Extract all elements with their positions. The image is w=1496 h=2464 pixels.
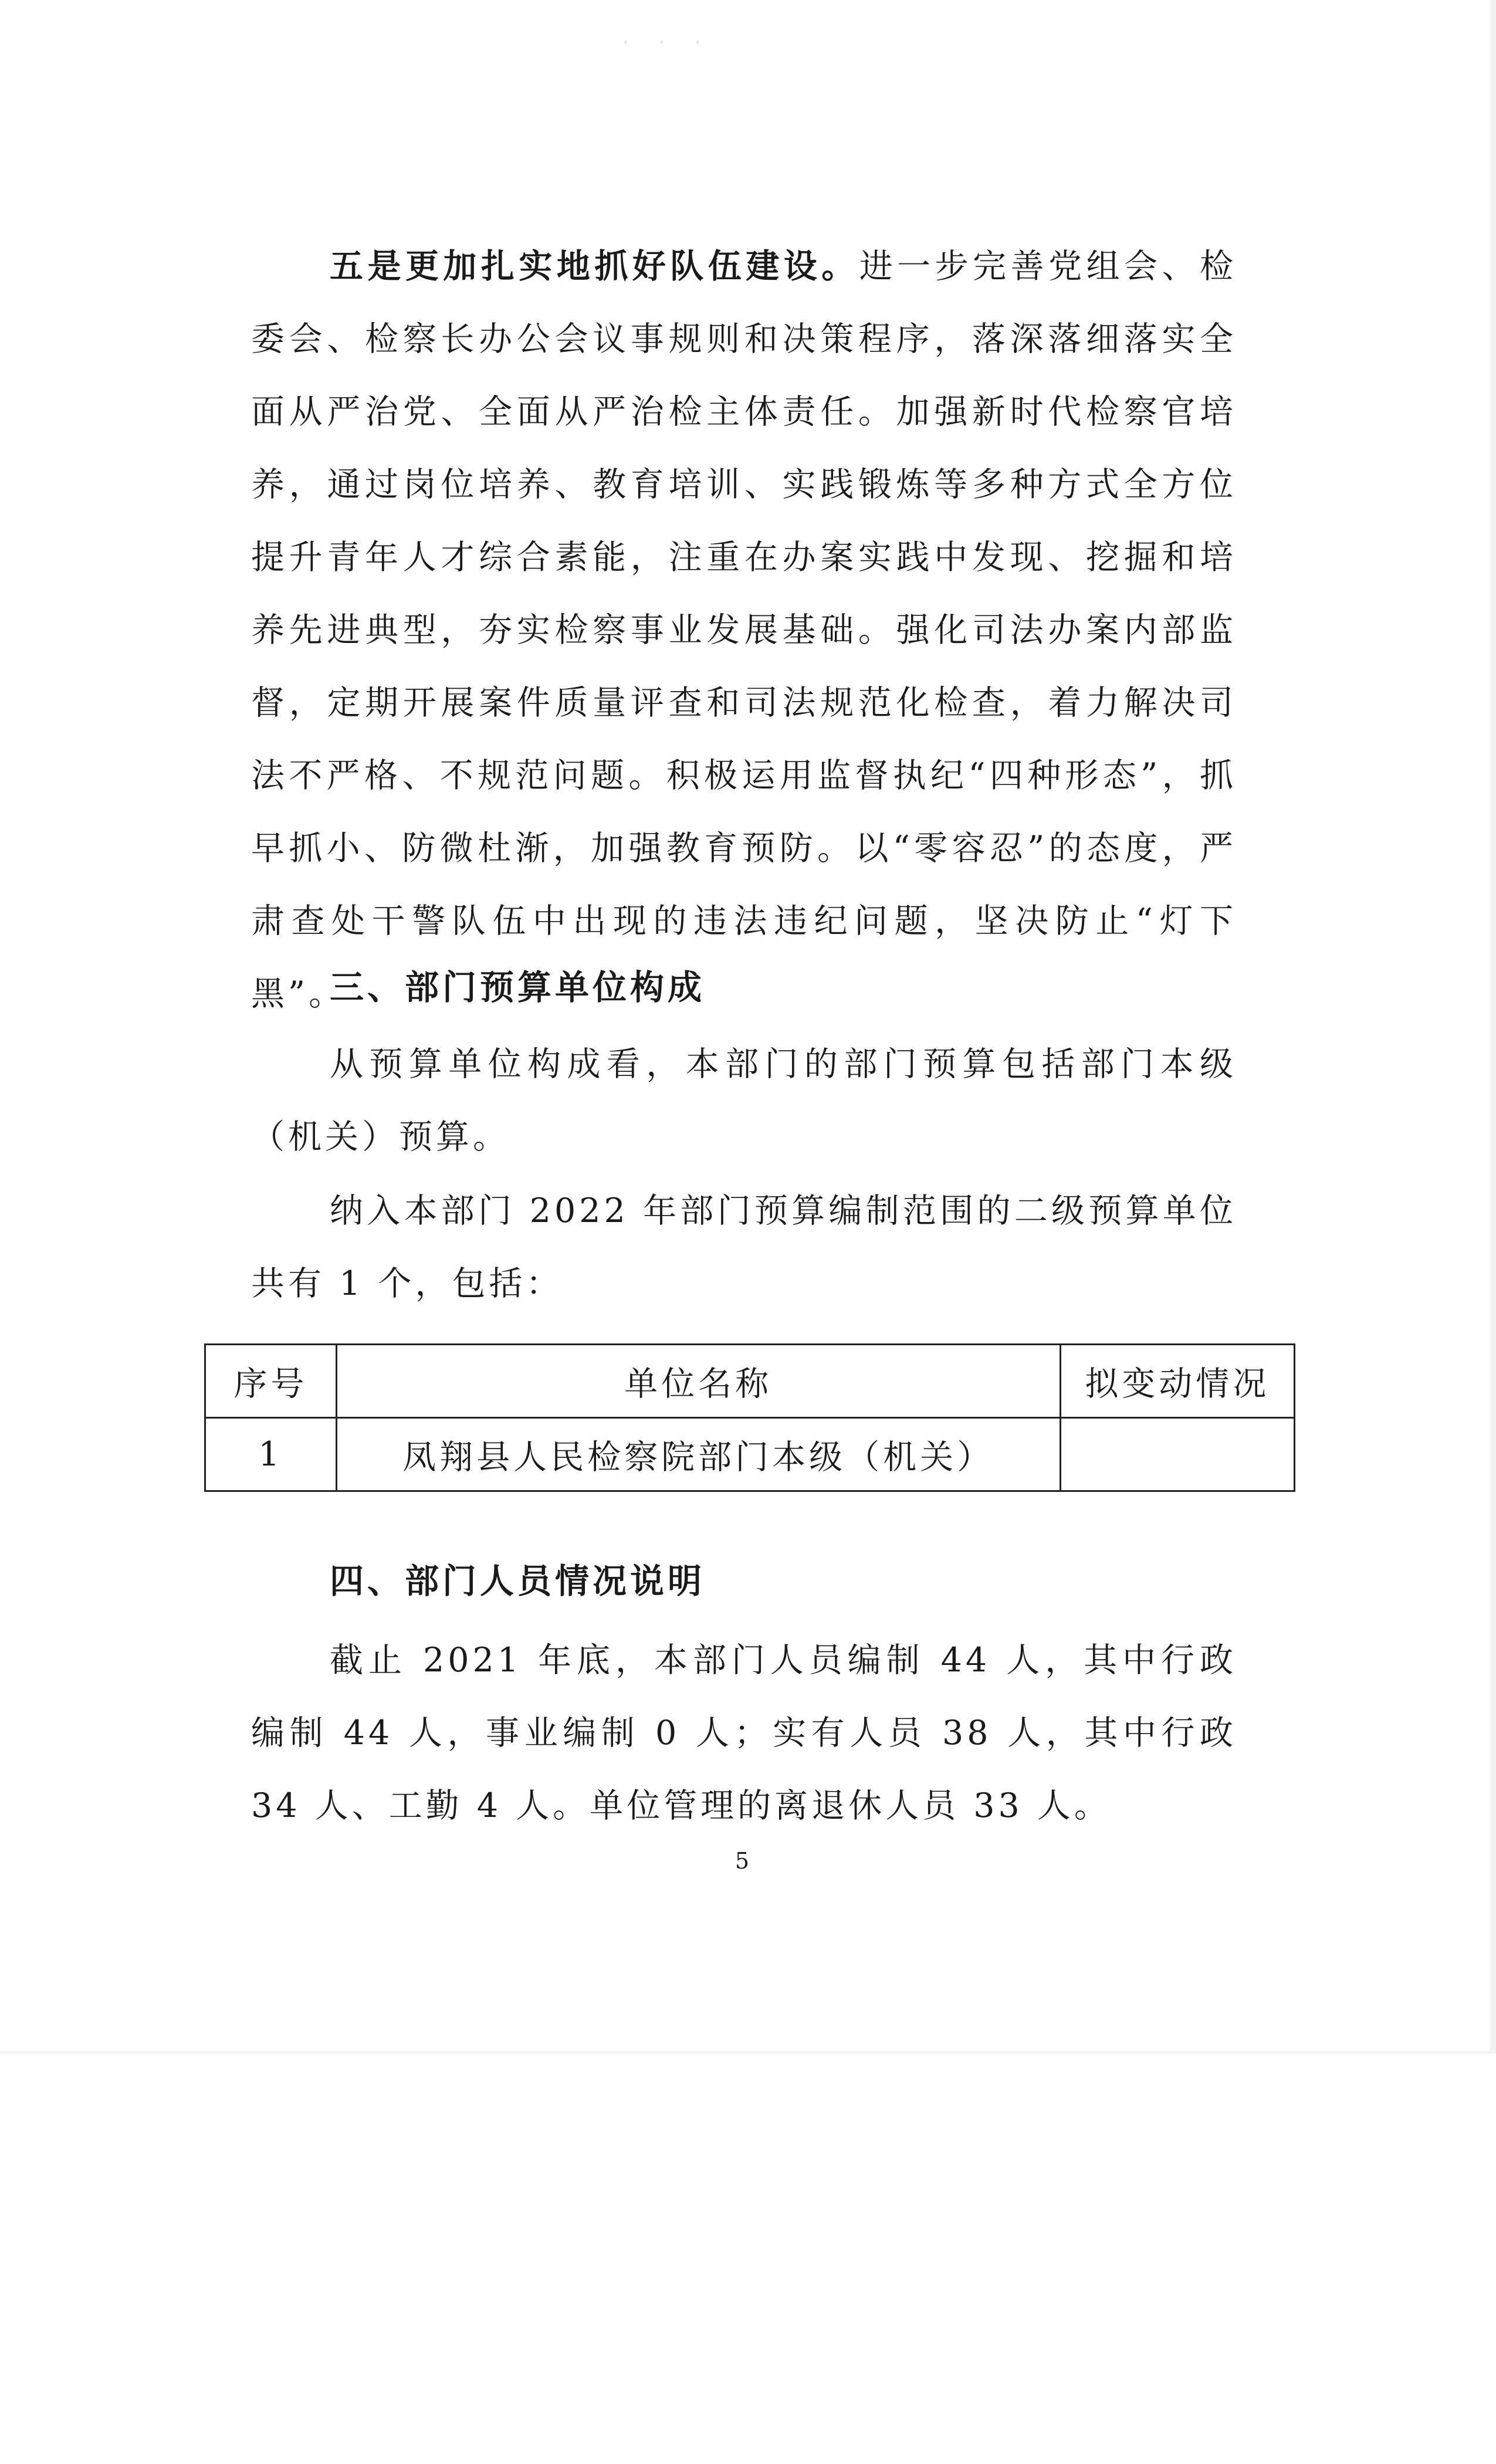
header-index: 序号 bbox=[205, 1345, 337, 1418]
section-three-paragraph-1: 从预算单位构成看，本部门的部门预算包括部门本级（机关）预算。 bbox=[251, 1045, 1237, 1156]
scan-bottom-edge bbox=[0, 2051, 1496, 2053]
section-five-paragraph bbox=[251, 230, 1237, 1030]
scan-edge bbox=[1490, 0, 1496, 2053]
header-unit-name: 单位名称 bbox=[336, 1345, 1060, 1418]
page-number: 5 bbox=[735, 1848, 750, 1874]
cell-change bbox=[1060, 1418, 1294, 1491]
faint-header-mark: · · · bbox=[622, 29, 712, 56]
section-five-body: 进一步完善党组会、检委会、检察长办公会议事规则和决策程序，落深落细落实全面从严治党、全面从严治检主体责任。加强新时代检察官培养，通过岗位培养、教育培训、实践锻炼等多种方式全方位提升青年人才综合素能，注重在办案实践中发现、挖掘和培养先进典型，夯实检察事业发展基础。强化司法办案内部监督，定期开展案件质量评查和司法规范化检查，着力解决司法不严格、不规范问题。积极运用监督执纪“四种形态”，抓早抓小、防微杜渐，加强教育预防。以“零容忍”的态度，严肃查处干警队伍中出现的违法违纪问题，坚决防止“灯下黑”。 bbox=[251, 247, 1237, 1013]
section-five-lead: 五是更加扎实地抓好队伍建设。 bbox=[330, 247, 859, 286]
section-three-heading: 三、部门预算单位构成 bbox=[330, 967, 706, 1007]
cell-index: 1 bbox=[205, 1418, 337, 1491]
header-change: 拟变动情况 bbox=[1060, 1345, 1294, 1418]
table-row bbox=[205, 1418, 1295, 1491]
section-four-paragraph: 截止 2021 年底，本部门人员编制 44 人，其中行政编制 44 人，事业编制 0 人；实有人员 38 人，其中行政 34 人、工勤 4 人。单位管理的离退休人员 33 人。 bbox=[251, 1641, 1237, 1825]
table-header-row bbox=[205, 1345, 1295, 1418]
cell-unit-name: 凤翔县人民检察院部门本级（机关） bbox=[336, 1418, 1060, 1491]
budget-unit-table bbox=[204, 1343, 1295, 1492]
section-three-paragraph-2: 纳入本部门 2022 年部门预算编制范围的二级预算单位共有 1 个，包括： bbox=[251, 1192, 1237, 1303]
section-four-heading: 四、部门人员情况说明 bbox=[330, 1561, 706, 1601]
